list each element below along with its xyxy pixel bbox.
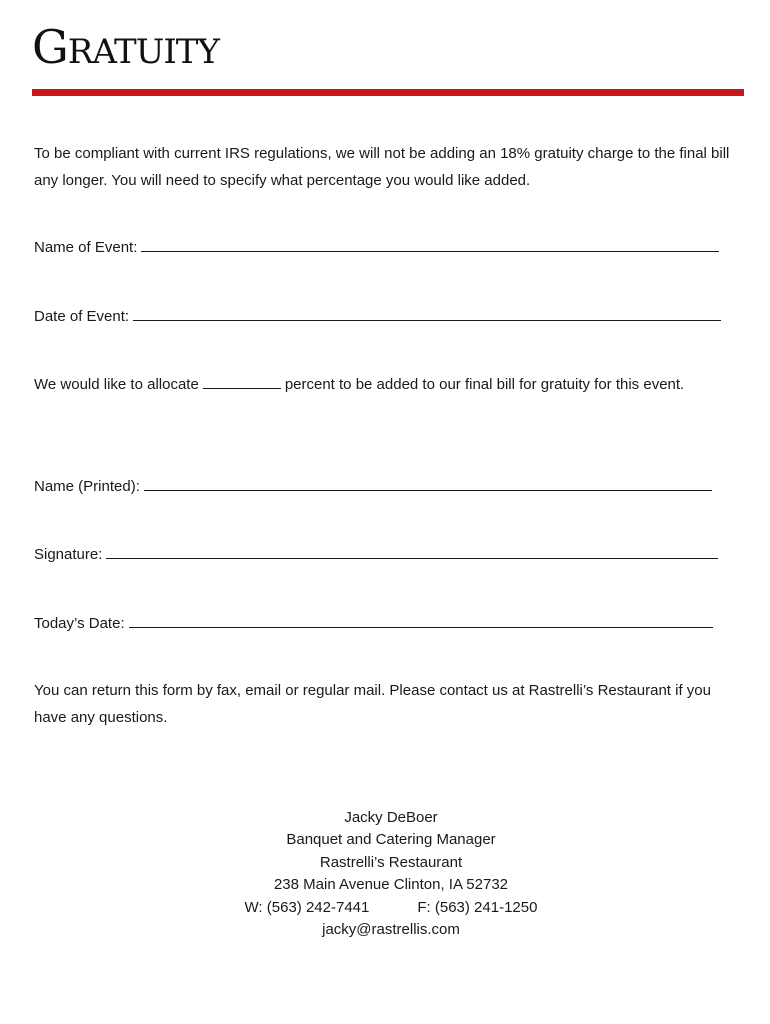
todays-date-label: Today’s Date:: [34, 615, 125, 632]
allocate-label-before: We would like to allocate: [34, 376, 199, 393]
contact-role: Banquet and Catering Manager: [286, 831, 496, 849]
signature-label: Signature:: [34, 546, 103, 563]
page-title: [32, 20, 219, 74]
contact-name: Jacky DeBoer: [344, 809, 438, 826]
allocate-label-after: percent to be added to our final bill for gratuity for this event.: [284, 376, 685, 393]
title-divider: [32, 89, 744, 96]
contact-email[interactable]: jacky@rastrellis.com: [322, 921, 460, 939]
name-printed-field: [34, 476, 712, 497]
contact-work-phone: W: (563) 242-7441: [244, 898, 370, 916]
contact-fax: F: (563) 241-1250: [417, 898, 538, 916]
event-name-field: [34, 237, 719, 258]
contact-address: 238 Main Avenue Clinton, IA 52732: [273, 876, 509, 894]
todays-date-blank[interactable]: [129, 613, 713, 628]
intro-paragraph: To be compliant with current IRS regulations, we will not be adding an 18% gratuity charge to the final bill any longer. You will need to specify what percentage you would like added.: [34, 145, 730, 189]
event-date-label: Date of Event:: [34, 308, 130, 325]
contact-company: Rastrelli’s Restaurant: [319, 853, 463, 871]
title-rest: RATUITY: [67, 32, 219, 72]
event-date-blank[interactable]: [133, 306, 721, 321]
signature-blank[interactable]: [106, 544, 718, 559]
name-printed-label: Name (Printed):: [34, 478, 140, 495]
closing-paragraph: You can return this form by fax, email or regular mail. Please contact us at Rastrelli’s Restaurant if you have any questions.: [34, 682, 711, 726]
contact-block: [0, 807, 770, 941]
signature-field: [34, 544, 718, 565]
contact-phones: [0, 897, 770, 919]
todays-date-field: [34, 613, 713, 634]
event-name-blank[interactable]: [141, 237, 719, 252]
event-date-field: [34, 306, 721, 327]
percent-blank[interactable]: [203, 374, 281, 389]
allocate-field: [34, 374, 684, 395]
event-name-label: Name of Event:: [34, 239, 138, 256]
name-printed-blank[interactable]: [144, 476, 712, 491]
title-initial: G: [32, 20, 68, 74]
